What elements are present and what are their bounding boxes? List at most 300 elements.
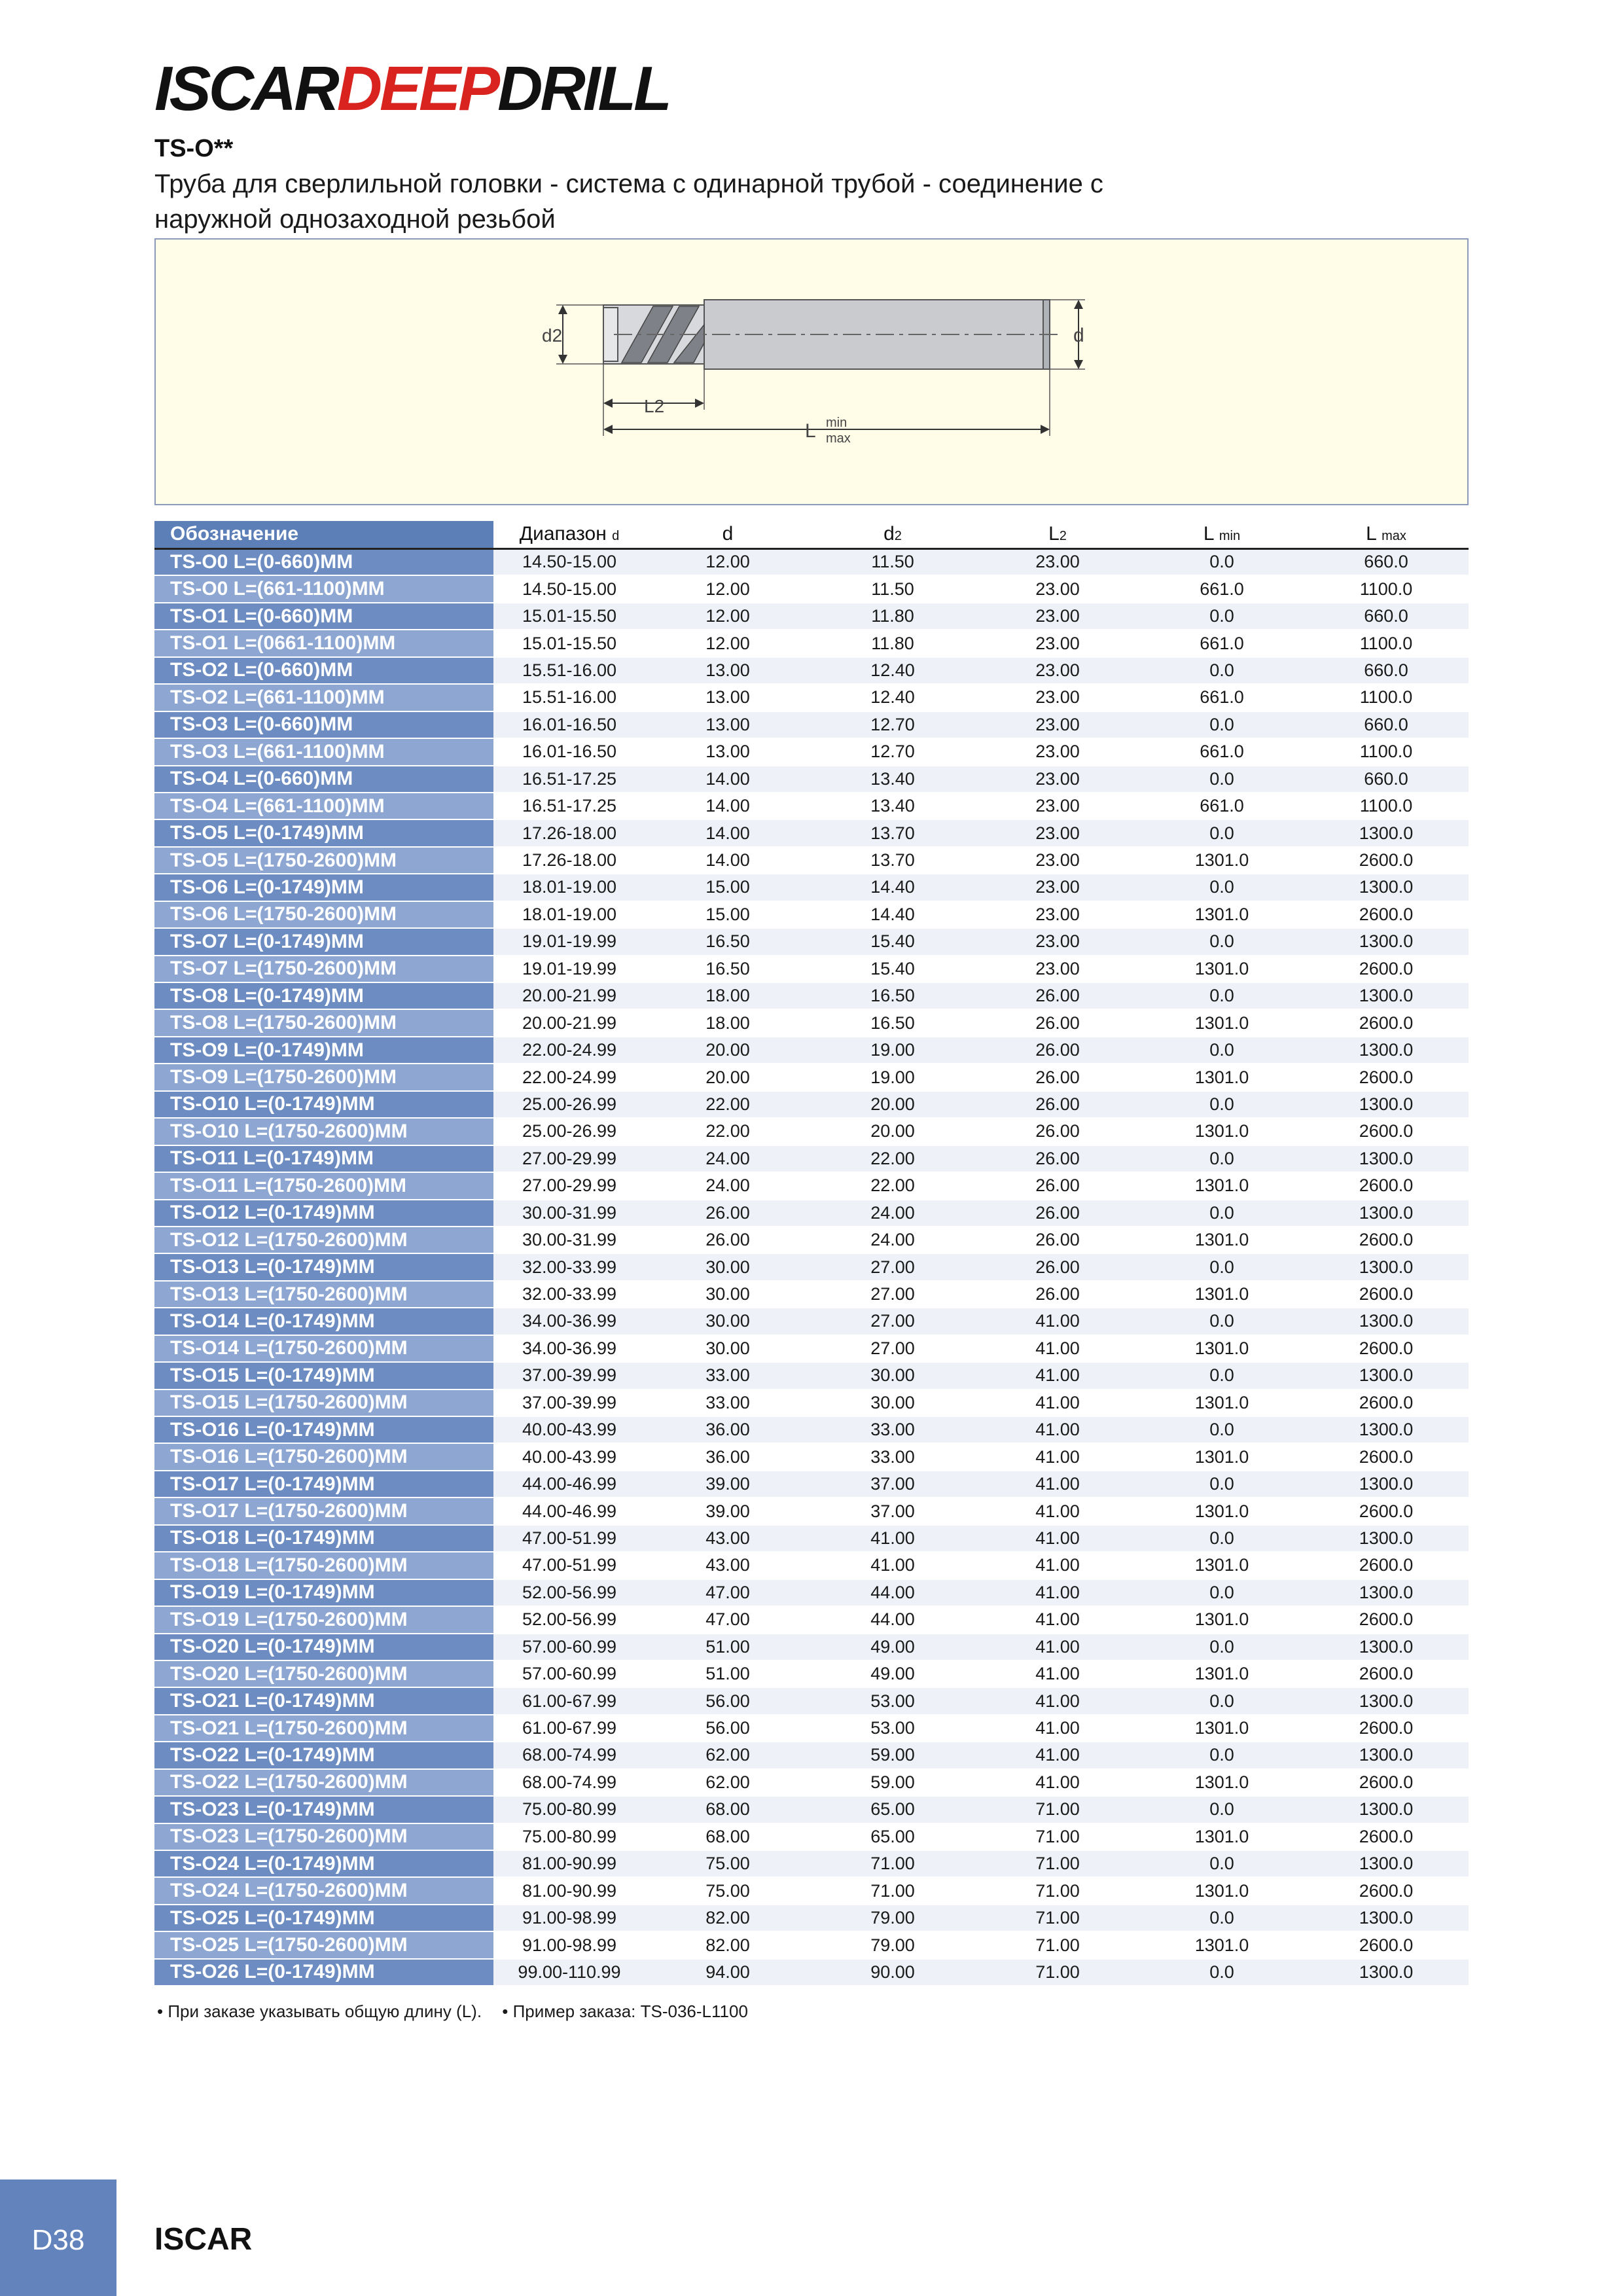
cell-d2: 27.00 bbox=[810, 1335, 975, 1362]
cell-lmax: 2600.0 bbox=[1304, 1498, 1469, 1524]
cell-d2: 12.40 bbox=[810, 684, 975, 711]
footnote-total-length: • При заказе указывать общую длину (L). bbox=[157, 2001, 482, 2021]
cell-lmax: 1300.0 bbox=[1304, 982, 1469, 1009]
cell-range: 16.51-17.25 bbox=[493, 793, 645, 819]
cell-name: TS-O25 L=(1750-2600)MM bbox=[154, 1931, 493, 1958]
table-row bbox=[154, 793, 1469, 819]
cell-lmax: 660.0 bbox=[1304, 603, 1469, 630]
cell-lmax: 1300.0 bbox=[1304, 1525, 1469, 1552]
cell-lmax: 1300.0 bbox=[1304, 1308, 1469, 1335]
cell-name: TS-O14 L=(1750-2600)MM bbox=[154, 1335, 493, 1362]
cell-d: 12.00 bbox=[645, 575, 810, 602]
header-lmax-sub: max bbox=[1382, 529, 1406, 544]
cell-d2: 12.70 bbox=[810, 738, 975, 765]
cell-lmax: 1300.0 bbox=[1304, 1579, 1469, 1606]
cell-lmax: 660.0 bbox=[1304, 657, 1469, 684]
table-row bbox=[154, 1308, 1469, 1335]
cell-d: 30.00 bbox=[645, 1308, 810, 1335]
cell-l2: 23.00 bbox=[975, 847, 1140, 874]
cell-lmin: 0.0 bbox=[1140, 766, 1304, 793]
cell-d: 24.00 bbox=[645, 1172, 810, 1199]
cell-lmin: 1301.0 bbox=[1140, 1064, 1304, 1090]
cell-l2: 41.00 bbox=[975, 1308, 1140, 1335]
cell-d: 39.00 bbox=[645, 1471, 810, 1498]
cell-l2: 23.00 bbox=[975, 901, 1140, 928]
table-row bbox=[154, 1850, 1469, 1877]
table-row bbox=[154, 630, 1469, 656]
cell-lmin: 0.0 bbox=[1140, 928, 1304, 955]
cell-d2: 19.00 bbox=[810, 1037, 975, 1064]
cell-name: TS-O21 L=(1750-2600)MM bbox=[154, 1715, 493, 1742]
cell-name: TS-O23 L=(0-1749)MM bbox=[154, 1796, 493, 1823]
cell-name: TS-O6 L=(0-1749)MM bbox=[154, 874, 493, 901]
cell-d: 62.00 bbox=[645, 1742, 810, 1768]
cell-range: 57.00-60.99 bbox=[493, 1634, 645, 1660]
cell-lmax: 2600.0 bbox=[1304, 1823, 1469, 1850]
table-row bbox=[154, 1200, 1469, 1227]
cell-range: 30.00-31.99 bbox=[493, 1227, 645, 1253]
header-d2-sub: 2 bbox=[894, 529, 902, 544]
cell-lmax: 1300.0 bbox=[1304, 1634, 1469, 1660]
cell-range: 19.01-19.99 bbox=[493, 928, 645, 955]
table-row bbox=[154, 1390, 1469, 1416]
cell-range: 34.00-36.99 bbox=[493, 1308, 645, 1335]
cell-range: 15.01-15.50 bbox=[493, 630, 645, 656]
logo-part-iscar: ISCAR bbox=[154, 54, 337, 124]
table-row bbox=[154, 657, 1469, 684]
page-number: D38 bbox=[31, 2224, 85, 2256]
cell-d: 82.00 bbox=[645, 1931, 810, 1958]
cell-range: 22.00-24.99 bbox=[493, 1037, 645, 1064]
cell-name: TS-O18 L=(0-1749)MM bbox=[154, 1525, 493, 1552]
cell-range: 44.00-46.99 bbox=[493, 1471, 645, 1498]
cell-lmin: 0.0 bbox=[1140, 548, 1304, 575]
header-l2-label: L bbox=[1048, 523, 1060, 545]
cell-name: TS-O14 L=(0-1749)MM bbox=[154, 1308, 493, 1335]
cell-l2: 41.00 bbox=[975, 1443, 1140, 1470]
brand-logo bbox=[154, 54, 669, 124]
cell-name: TS-O6 L=(1750-2600)MM bbox=[154, 901, 493, 928]
table-row bbox=[154, 1253, 1469, 1280]
cell-range: 16.01-16.50 bbox=[493, 711, 645, 738]
cell-d: 56.00 bbox=[645, 1715, 810, 1742]
table-row bbox=[154, 1634, 1469, 1660]
cell-name: TS-O22 L=(1750-2600)MM bbox=[154, 1769, 493, 1796]
cell-l2: 26.00 bbox=[975, 1037, 1140, 1064]
table-row bbox=[154, 1687, 1469, 1714]
logo-part-deep: DEEP bbox=[336, 54, 498, 124]
cell-d2: 59.00 bbox=[810, 1742, 975, 1768]
cell-lmax: 1300.0 bbox=[1304, 1905, 1469, 1931]
cell-name: TS-O3 L=(661-1100)MM bbox=[154, 738, 493, 765]
cell-l2: 41.00 bbox=[975, 1634, 1140, 1660]
cell-lmax: 2600.0 bbox=[1304, 1715, 1469, 1742]
cell-lmin: 1301.0 bbox=[1140, 847, 1304, 874]
table-row bbox=[154, 1118, 1469, 1145]
cell-lmin: 1301.0 bbox=[1140, 1172, 1304, 1199]
cell-name: TS-O2 L=(0-660)MM bbox=[154, 657, 493, 684]
cell-lmin: 0.0 bbox=[1140, 1687, 1304, 1714]
cell-range: 40.00-43.99 bbox=[493, 1416, 645, 1443]
cell-name: TS-O3 L=(0-660)MM bbox=[154, 711, 493, 738]
header-d2-label: d bbox=[883, 523, 895, 545]
cell-l2: 26.00 bbox=[975, 1118, 1140, 1145]
cell-d2: 71.00 bbox=[810, 1877, 975, 1904]
cell-lmin: 0.0 bbox=[1140, 1905, 1304, 1931]
cell-name: TS-O5 L=(0-1749)MM bbox=[154, 819, 493, 846]
cell-name: TS-O18 L=(1750-2600)MM bbox=[154, 1552, 493, 1579]
cell-lmin: 0.0 bbox=[1140, 1742, 1304, 1768]
cell-d2: 15.40 bbox=[810, 956, 975, 982]
cell-lmin: 1301.0 bbox=[1140, 1877, 1304, 1904]
cell-lmax: 1100.0 bbox=[1304, 793, 1469, 819]
cell-lmax: 2600.0 bbox=[1304, 1227, 1469, 1253]
cell-range: 16.51-17.25 bbox=[493, 766, 645, 793]
cell-l2: 23.00 bbox=[975, 738, 1140, 765]
cell-d2: 13.70 bbox=[810, 847, 975, 874]
table-row bbox=[154, 1715, 1469, 1742]
header-range-sub: d bbox=[612, 529, 620, 544]
cell-d2: 44.00 bbox=[810, 1579, 975, 1606]
cell-range: 16.01-16.50 bbox=[493, 738, 645, 765]
cell-d2: 24.00 bbox=[810, 1227, 975, 1253]
cell-range: 27.00-29.99 bbox=[493, 1172, 645, 1199]
cell-lmin: 0.0 bbox=[1140, 1579, 1304, 1606]
cell-d2: 13.40 bbox=[810, 793, 975, 819]
cell-name: TS-O24 L=(0-1749)MM bbox=[154, 1850, 493, 1877]
cell-lmax: 1300.0 bbox=[1304, 1091, 1469, 1118]
cell-d: 14.00 bbox=[645, 793, 810, 819]
cell-name: TS-O22 L=(0-1749)MM bbox=[154, 1742, 493, 1768]
logo-part-drill: DRILL bbox=[497, 54, 669, 124]
cell-d2: 53.00 bbox=[810, 1687, 975, 1714]
header-lmin-sub: min bbox=[1219, 529, 1241, 544]
cell-d: 16.50 bbox=[645, 928, 810, 955]
table-row bbox=[154, 847, 1469, 874]
cell-d2: 20.00 bbox=[810, 1118, 975, 1145]
cell-d: 13.00 bbox=[645, 684, 810, 711]
cell-l2: 41.00 bbox=[975, 1362, 1140, 1389]
cell-d2: 11.80 bbox=[810, 630, 975, 656]
table-row bbox=[154, 928, 1469, 955]
cell-d2: 79.00 bbox=[810, 1905, 975, 1931]
cell-lmax: 2600.0 bbox=[1304, 901, 1469, 928]
table-row bbox=[154, 711, 1469, 738]
cell-lmin: 1301.0 bbox=[1140, 1931, 1304, 1958]
cell-d: 39.00 bbox=[645, 1498, 810, 1524]
cell-d: 12.00 bbox=[645, 630, 810, 656]
cell-lmax: 2600.0 bbox=[1304, 1606, 1469, 1633]
table-row bbox=[154, 1579, 1469, 1606]
cell-name: TS-O9 L=(1750-2600)MM bbox=[154, 1064, 493, 1090]
cell-d2: 22.00 bbox=[810, 1145, 975, 1172]
cell-range: 19.01-19.99 bbox=[493, 956, 645, 982]
cell-lmax: 2600.0 bbox=[1304, 1931, 1469, 1958]
cell-range: 20.00-21.99 bbox=[493, 982, 645, 1009]
cell-range: 47.00-51.99 bbox=[493, 1525, 645, 1552]
cell-lmax: 2600.0 bbox=[1304, 1281, 1469, 1308]
d-label: d bbox=[1073, 325, 1084, 346]
cell-name: TS-O9 L=(0-1749)MM bbox=[154, 1037, 493, 1064]
cell-d2: 41.00 bbox=[810, 1552, 975, 1579]
table-row bbox=[154, 1443, 1469, 1470]
cell-range: 22.00-24.99 bbox=[493, 1064, 645, 1090]
cell-l2: 71.00 bbox=[975, 1931, 1140, 1958]
cell-name: TS-O10 L=(0-1749)MM bbox=[154, 1091, 493, 1118]
cell-lmax: 2600.0 bbox=[1304, 1552, 1469, 1579]
cell-lmax: 2600.0 bbox=[1304, 1064, 1469, 1090]
cell-lmin: 0.0 bbox=[1140, 1145, 1304, 1172]
cell-d: 24.00 bbox=[645, 1145, 810, 1172]
table-row bbox=[154, 684, 1469, 711]
cell-d2: 41.00 bbox=[810, 1525, 975, 1552]
header-lmin-label: L bbox=[1203, 523, 1214, 545]
cell-name: TS-O7 L=(1750-2600)MM bbox=[154, 956, 493, 982]
cell-lmax: 1100.0 bbox=[1304, 630, 1469, 656]
table-row bbox=[154, 982, 1469, 1009]
cell-d: 22.00 bbox=[645, 1118, 810, 1145]
l-label: L bbox=[805, 420, 816, 442]
cell-range: 15.51-16.00 bbox=[493, 684, 645, 711]
cell-lmin: 0.0 bbox=[1140, 1253, 1304, 1280]
cell-d: 22.00 bbox=[645, 1091, 810, 1118]
cell-lmax: 2600.0 bbox=[1304, 1660, 1469, 1687]
cell-name: TS-O23 L=(1750-2600)MM bbox=[154, 1823, 493, 1850]
cell-d: 75.00 bbox=[645, 1850, 810, 1877]
cell-name: TS-O13 L=(0-1749)MM bbox=[154, 1253, 493, 1280]
cell-l2: 26.00 bbox=[975, 1253, 1140, 1280]
cell-range: 68.00-74.99 bbox=[493, 1769, 645, 1796]
cell-range: 91.00-98.99 bbox=[493, 1905, 645, 1931]
header-lmax bbox=[1304, 521, 1469, 548]
cell-l2: 41.00 bbox=[975, 1525, 1140, 1552]
cell-d2: 33.00 bbox=[810, 1443, 975, 1470]
cell-l2: 23.00 bbox=[975, 956, 1140, 982]
cell-lmax: 2600.0 bbox=[1304, 1769, 1469, 1796]
cell-lmax: 1300.0 bbox=[1304, 1959, 1469, 1986]
table-row bbox=[154, 1498, 1469, 1524]
cell-lmin: 0.0 bbox=[1140, 1091, 1304, 1118]
cell-name: TS-O15 L=(1750-2600)MM bbox=[154, 1390, 493, 1416]
table-row bbox=[154, 956, 1469, 982]
cell-d2: 33.00 bbox=[810, 1416, 975, 1443]
cell-lmin: 661.0 bbox=[1140, 630, 1304, 656]
cell-lmax: 1100.0 bbox=[1304, 575, 1469, 602]
cell-d: 51.00 bbox=[645, 1660, 810, 1687]
cell-d: 15.00 bbox=[645, 874, 810, 901]
cell-range: 25.00-26.99 bbox=[493, 1091, 645, 1118]
cell-range: 34.00-36.99 bbox=[493, 1335, 645, 1362]
table-body bbox=[154, 548, 1469, 1986]
cell-d: 36.00 bbox=[645, 1416, 810, 1443]
table-row bbox=[154, 1877, 1469, 1904]
table-row bbox=[154, 819, 1469, 846]
table-row bbox=[154, 1660, 1469, 1687]
cell-range: 15.51-16.00 bbox=[493, 657, 645, 684]
cell-l2: 71.00 bbox=[975, 1796, 1140, 1823]
cell-lmin: 1301.0 bbox=[1140, 1009, 1304, 1036]
cell-l2: 41.00 bbox=[975, 1579, 1140, 1606]
cell-d2: 49.00 bbox=[810, 1660, 975, 1687]
cell-name: TS-O16 L=(0-1749)MM bbox=[154, 1416, 493, 1443]
cell-l2: 26.00 bbox=[975, 1227, 1140, 1253]
cell-name: TS-O7 L=(0-1749)MM bbox=[154, 928, 493, 955]
cell-l2: 26.00 bbox=[975, 1091, 1140, 1118]
cell-range: 91.00-98.99 bbox=[493, 1931, 645, 1958]
cell-lmax: 2600.0 bbox=[1304, 847, 1469, 874]
table-row bbox=[154, 1525, 1469, 1552]
cell-l2: 41.00 bbox=[975, 1471, 1140, 1498]
cell-range: 17.26-18.00 bbox=[493, 847, 645, 874]
cell-name: TS-O1 L=(0661-1100)MM bbox=[154, 630, 493, 656]
cell-lmax: 1300.0 bbox=[1304, 1362, 1469, 1389]
cell-d: 20.00 bbox=[645, 1064, 810, 1090]
cell-d: 33.00 bbox=[645, 1362, 810, 1389]
cell-l2: 23.00 bbox=[975, 793, 1140, 819]
cell-d2: 19.00 bbox=[810, 1064, 975, 1090]
header-lmin bbox=[1140, 521, 1304, 548]
cell-d: 26.00 bbox=[645, 1227, 810, 1253]
cell-d: 82.00 bbox=[645, 1905, 810, 1931]
cell-d2: 27.00 bbox=[810, 1308, 975, 1335]
cell-name: TS-O21 L=(0-1749)MM bbox=[154, 1687, 493, 1714]
cell-d: 13.00 bbox=[645, 711, 810, 738]
cell-d: 18.00 bbox=[645, 1009, 810, 1036]
cell-range: 81.00-90.99 bbox=[493, 1850, 645, 1877]
cell-range: 44.00-46.99 bbox=[493, 1498, 645, 1524]
cell-l2: 71.00 bbox=[975, 1877, 1140, 1904]
cell-lmin: 1301.0 bbox=[1140, 956, 1304, 982]
table-row bbox=[154, 1037, 1469, 1064]
cell-l2: 26.00 bbox=[975, 1281, 1140, 1308]
cell-d: 43.00 bbox=[645, 1552, 810, 1579]
cell-d: 13.00 bbox=[645, 738, 810, 765]
cell-l2: 41.00 bbox=[975, 1606, 1140, 1633]
cell-d: 16.50 bbox=[645, 956, 810, 982]
cell-d2: 11.50 bbox=[810, 575, 975, 602]
l-min-label: min bbox=[826, 416, 847, 430]
cell-lmin: 0.0 bbox=[1140, 1634, 1304, 1660]
cell-l2: 26.00 bbox=[975, 1200, 1140, 1227]
cell-d: 30.00 bbox=[645, 1335, 810, 1362]
table-row bbox=[154, 548, 1469, 575]
cell-lmax: 1300.0 bbox=[1304, 819, 1469, 846]
table-row bbox=[154, 901, 1469, 928]
cell-lmax: 1300.0 bbox=[1304, 1742, 1469, 1768]
cell-d2: 65.00 bbox=[810, 1796, 975, 1823]
cell-lmax: 1100.0 bbox=[1304, 738, 1469, 765]
cell-lmin: 1301.0 bbox=[1140, 1335, 1304, 1362]
cell-range: 47.00-51.99 bbox=[493, 1552, 645, 1579]
table-row bbox=[154, 1823, 1469, 1850]
table-row bbox=[154, 1172, 1469, 1199]
cell-d2: 37.00 bbox=[810, 1471, 975, 1498]
cell-lmin: 0.0 bbox=[1140, 603, 1304, 630]
cell-d2: 37.00 bbox=[810, 1498, 975, 1524]
cell-d2: 30.00 bbox=[810, 1362, 975, 1389]
cell-l2: 26.00 bbox=[975, 982, 1140, 1009]
cell-name: TS-O20 L=(1750-2600)MM bbox=[154, 1660, 493, 1687]
cell-d: 13.00 bbox=[645, 657, 810, 684]
cell-lmin: 1301.0 bbox=[1140, 1118, 1304, 1145]
cell-range: 20.00-21.99 bbox=[493, 1009, 645, 1036]
cell-d2: 11.50 bbox=[810, 548, 975, 575]
cell-range: 32.00-33.99 bbox=[493, 1281, 645, 1308]
cell-l2: 23.00 bbox=[975, 603, 1140, 630]
cell-d2: 15.40 bbox=[810, 928, 975, 955]
header-range-label: Диапазон bbox=[519, 523, 607, 545]
cell-name: TS-O25 L=(0-1749)MM bbox=[154, 1905, 493, 1931]
table-row bbox=[154, 1091, 1469, 1118]
cell-name: TS-O2 L=(661-1100)MM bbox=[154, 684, 493, 711]
cell-l2: 41.00 bbox=[975, 1660, 1140, 1687]
cell-d2: 14.40 bbox=[810, 874, 975, 901]
cell-lmin: 1301.0 bbox=[1140, 1443, 1304, 1470]
cell-lmax: 1300.0 bbox=[1304, 1850, 1469, 1877]
table-row bbox=[154, 1145, 1469, 1172]
cell-lmin: 661.0 bbox=[1140, 793, 1304, 819]
cell-range: 14.50-15.00 bbox=[493, 548, 645, 575]
table-row bbox=[154, 1769, 1469, 1796]
cell-l2: 23.00 bbox=[975, 548, 1140, 575]
cell-d: 14.00 bbox=[645, 766, 810, 793]
cell-d2: 12.70 bbox=[810, 711, 975, 738]
cell-lmax: 2600.0 bbox=[1304, 1335, 1469, 1362]
cell-range: 40.00-43.99 bbox=[493, 1443, 645, 1470]
cell-d2: 16.50 bbox=[810, 1009, 975, 1036]
cell-lmin: 0.0 bbox=[1140, 1308, 1304, 1335]
cell-d2: 79.00 bbox=[810, 1931, 975, 1958]
cell-l2: 71.00 bbox=[975, 1823, 1140, 1850]
cell-l2: 26.00 bbox=[975, 1009, 1140, 1036]
cell-name: TS-O11 L=(1750-2600)MM bbox=[154, 1172, 493, 1199]
cell-range: 61.00-67.99 bbox=[493, 1715, 645, 1742]
cell-range: 25.00-26.99 bbox=[493, 1118, 645, 1145]
table-row bbox=[154, 766, 1469, 793]
cell-range: 81.00-90.99 bbox=[493, 1877, 645, 1904]
cell-name: TS-O5 L=(1750-2600)MM bbox=[154, 847, 493, 874]
cell-name: TS-O17 L=(1750-2600)MM bbox=[154, 1498, 493, 1524]
table-row bbox=[154, 1227, 1469, 1253]
cell-d2: 49.00 bbox=[810, 1634, 975, 1660]
cell-lmin: 0.0 bbox=[1140, 1416, 1304, 1443]
cell-l2: 71.00 bbox=[975, 1905, 1140, 1931]
cell-d: 18.00 bbox=[645, 982, 810, 1009]
l2-label: L2 bbox=[644, 396, 665, 416]
cell-name: TS-O10 L=(1750-2600)MM bbox=[154, 1118, 493, 1145]
cell-lmin: 1301.0 bbox=[1140, 1227, 1304, 1253]
table-row bbox=[154, 874, 1469, 901]
cell-d: 47.00 bbox=[645, 1606, 810, 1633]
cell-d2: 27.00 bbox=[810, 1281, 975, 1308]
cell-d: 51.00 bbox=[645, 1634, 810, 1660]
cell-lmin: 0.0 bbox=[1140, 874, 1304, 901]
cell-range: 61.00-67.99 bbox=[493, 1687, 645, 1714]
table-row bbox=[154, 1796, 1469, 1823]
cell-l2: 41.00 bbox=[975, 1769, 1140, 1796]
cell-range: 15.01-15.50 bbox=[493, 603, 645, 630]
cell-l2: 41.00 bbox=[975, 1742, 1140, 1768]
cell-d: 68.00 bbox=[645, 1823, 810, 1850]
cell-lmin: 0.0 bbox=[1140, 819, 1304, 846]
cell-range: 52.00-56.99 bbox=[493, 1606, 645, 1633]
table-row bbox=[154, 1552, 1469, 1579]
cell-range: 18.01-19.00 bbox=[493, 901, 645, 928]
cell-d2: 44.00 bbox=[810, 1606, 975, 1633]
cell-name: TS-O19 L=(0-1749)MM bbox=[154, 1579, 493, 1606]
cell-d: 75.00 bbox=[645, 1877, 810, 1904]
table-row bbox=[154, 1471, 1469, 1498]
